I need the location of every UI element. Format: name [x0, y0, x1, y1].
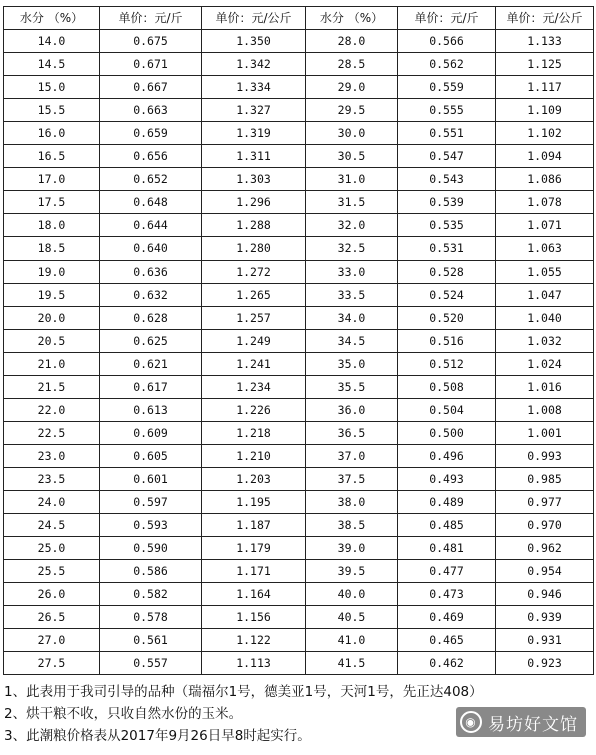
moisture-left-cell: 15.5 — [4, 99, 100, 122]
table-row — [4, 352, 594, 375]
price-jin-left-cell: 0.636 — [100, 260, 202, 283]
moisture-right-cell: 35.0 — [306, 352, 398, 375]
table-row — [4, 606, 594, 629]
price-jin-right-cell: 0.559 — [398, 76, 496, 99]
table-row — [4, 537, 594, 560]
price-kg-right-cell: 1.024 — [496, 352, 594, 375]
moisture-right-cell: 40.5 — [306, 606, 398, 629]
table-row — [4, 398, 594, 421]
price-jin-left-cell: 0.609 — [100, 421, 202, 444]
moisture-left-cell: 23.5 — [4, 467, 100, 490]
price-jin-left-cell: 0.605 — [100, 444, 202, 467]
moisture-right-cell: 35.5 — [306, 375, 398, 398]
price-kg-left-cell: 1.203 — [202, 467, 306, 490]
table-row — [4, 237, 594, 260]
moisture-left-cell: 15.0 — [4, 76, 100, 99]
moisture-right-cell: 34.5 — [306, 329, 398, 352]
moisture-right-cell: 37.5 — [306, 467, 398, 490]
moisture-left-cell: 18.0 — [4, 214, 100, 237]
price-jin-left-cell: 0.578 — [100, 606, 202, 629]
price-kg-right-cell: 1.016 — [496, 375, 594, 398]
price-kg-right-cell: 1.047 — [496, 283, 594, 306]
table-header-row — [4, 7, 594, 30]
price-kg-left-cell: 1.342 — [202, 53, 306, 76]
moisture-left-cell: 21.0 — [4, 352, 100, 375]
price-kg-left-cell: 1.311 — [202, 145, 306, 168]
price-kg-right-cell: 1.078 — [496, 191, 594, 214]
price-kg-left-cell: 1.179 — [202, 537, 306, 560]
table-row — [4, 444, 594, 467]
moisture-right-cell: 28.0 — [306, 30, 398, 53]
price-jin-right-cell: 0.547 — [398, 145, 496, 168]
price-kg-right-cell: 1.094 — [496, 145, 594, 168]
price-table-container — [3, 6, 594, 675]
price-jin-left-cell: 0.644 — [100, 214, 202, 237]
table-row — [4, 629, 594, 652]
price-kg-left-cell: 1.257 — [202, 306, 306, 329]
moisture-left-cell: 27.0 — [4, 629, 100, 652]
table-row — [4, 329, 594, 352]
table-row — [4, 122, 594, 145]
price-jin-right-cell: 0.465 — [398, 629, 496, 652]
table-row — [4, 306, 594, 329]
moisture-right-cell: 33.5 — [306, 283, 398, 306]
price-kg-right-cell: 0.962 — [496, 537, 594, 560]
table-row — [4, 375, 594, 398]
price-jin-left-cell: 0.597 — [100, 490, 202, 513]
header-price-per-jin-right: 单价：元/斤 — [398, 7, 496, 30]
price-jin-right-cell: 0.508 — [398, 375, 496, 398]
table-row — [4, 514, 594, 537]
table-row — [4, 467, 594, 490]
price-kg-right-cell: 1.086 — [496, 168, 594, 191]
moisture-right-cell: 34.0 — [306, 306, 398, 329]
moisture-left-cell: 16.5 — [4, 145, 100, 168]
moisture-right-cell: 39.0 — [306, 537, 398, 560]
moisture-right-cell: 38.5 — [306, 514, 398, 537]
moisture-price-table — [3, 6, 594, 675]
price-jin-right-cell: 0.543 — [398, 168, 496, 191]
price-kg-left-cell: 1.288 — [202, 214, 306, 237]
price-kg-left-cell: 1.350 — [202, 30, 306, 53]
table-row — [4, 145, 594, 168]
price-kg-right-cell: 1.133 — [496, 30, 594, 53]
moisture-left-cell: 24.5 — [4, 514, 100, 537]
price-kg-right-cell: 0.954 — [496, 560, 594, 583]
price-jin-right-cell: 0.516 — [398, 329, 496, 352]
price-jin-right-cell: 0.551 — [398, 122, 496, 145]
price-jin-right-cell: 0.539 — [398, 191, 496, 214]
price-jin-right-cell: 0.481 — [398, 537, 496, 560]
moisture-right-cell: 28.5 — [306, 53, 398, 76]
price-kg-left-cell: 1.303 — [202, 168, 306, 191]
price-kg-right-cell: 1.117 — [496, 76, 594, 99]
price-jin-right-cell: 0.562 — [398, 53, 496, 76]
price-jin-left-cell: 0.586 — [100, 560, 202, 583]
price-jin-left-cell: 0.652 — [100, 168, 202, 191]
price-kg-left-cell: 1.187 — [202, 514, 306, 537]
moisture-right-cell: 41.0 — [306, 629, 398, 652]
price-jin-right-cell: 0.512 — [398, 352, 496, 375]
price-kg-right-cell: 1.109 — [496, 99, 594, 122]
watermark-text: 易坊好文馆 — [488, 714, 578, 735]
moisture-right-cell: 31.0 — [306, 168, 398, 191]
price-jin-right-cell: 0.566 — [398, 30, 496, 53]
price-jin-right-cell: 0.496 — [398, 444, 496, 467]
table-row — [4, 260, 594, 283]
price-jin-left-cell: 0.593 — [100, 514, 202, 537]
moisture-right-cell: 32.0 — [306, 214, 398, 237]
moisture-left-cell: 14.0 — [4, 30, 100, 53]
header-moisture-left: 水分 （%） — [4, 7, 100, 30]
table-row — [4, 168, 594, 191]
moisture-right-cell: 30.5 — [306, 145, 398, 168]
price-kg-right-cell: 0.939 — [496, 606, 594, 629]
price-kg-left-cell: 1.210 — [202, 444, 306, 467]
price-jin-right-cell: 0.528 — [398, 260, 496, 283]
table-row — [4, 583, 594, 606]
price-kg-left-cell: 1.249 — [202, 329, 306, 352]
moisture-right-cell: 29.5 — [306, 99, 398, 122]
price-kg-left-cell: 1.327 — [202, 99, 306, 122]
price-jin-left-cell: 0.663 — [100, 99, 202, 122]
price-kg-right-cell: 0.923 — [496, 652, 594, 675]
price-kg-left-cell: 1.265 — [202, 283, 306, 306]
moisture-left-cell: 20.0 — [4, 306, 100, 329]
price-jin-left-cell: 0.648 — [100, 191, 202, 214]
price-jin-left-cell: 0.561 — [100, 629, 202, 652]
price-kg-right-cell: 1.102 — [496, 122, 594, 145]
moisture-left-cell: 26.5 — [4, 606, 100, 629]
moisture-left-cell: 24.0 — [4, 490, 100, 513]
moisture-left-cell: 19.5 — [4, 283, 100, 306]
price-kg-right-cell: 1.032 — [496, 329, 594, 352]
price-kg-left-cell: 1.164 — [202, 583, 306, 606]
price-jin-right-cell: 0.520 — [398, 306, 496, 329]
price-kg-right-cell: 0.946 — [496, 583, 594, 606]
header-price-per-kg-right: 单价：元/公斤 — [496, 7, 594, 30]
price-kg-left-cell: 1.234 — [202, 375, 306, 398]
price-kg-left-cell: 1.171 — [202, 560, 306, 583]
moisture-right-cell: 39.5 — [306, 560, 398, 583]
price-jin-left-cell: 0.621 — [100, 352, 202, 375]
price-kg-left-cell: 1.296 — [202, 191, 306, 214]
price-jin-right-cell: 0.469 — [398, 606, 496, 629]
moisture-right-cell: 41.5 — [306, 652, 398, 675]
price-jin-right-cell: 0.555 — [398, 99, 496, 122]
price-kg-right-cell: 0.931 — [496, 629, 594, 652]
moisture-left-cell: 26.0 — [4, 583, 100, 606]
price-kg-right-cell: 0.993 — [496, 444, 594, 467]
price-jin-right-cell: 0.473 — [398, 583, 496, 606]
price-jin-right-cell: 0.462 — [398, 652, 496, 675]
price-kg-left-cell: 1.156 — [202, 606, 306, 629]
moisture-right-cell: 36.5 — [306, 421, 398, 444]
price-kg-left-cell: 1.319 — [202, 122, 306, 145]
moisture-left-cell: 19.0 — [4, 260, 100, 283]
moisture-right-cell: 30.0 — [306, 122, 398, 145]
price-kg-right-cell: 0.985 — [496, 467, 594, 490]
header-moisture-right: 水分 （%） — [306, 7, 398, 30]
price-jin-left-cell: 0.640 — [100, 237, 202, 260]
header-price-per-jin-left: 单价：元/斤 — [100, 7, 202, 30]
price-kg-left-cell: 1.226 — [202, 398, 306, 421]
price-kg-left-cell: 1.334 — [202, 76, 306, 99]
table-row — [4, 421, 594, 444]
price-kg-left-cell: 1.195 — [202, 490, 306, 513]
price-kg-right-cell: 0.970 — [496, 514, 594, 537]
price-jin-right-cell: 0.489 — [398, 490, 496, 513]
note-1: 1、此表用于我司引导的品种（瑞福尔1号，德美亚1号，天河1号，先正达408） — [4, 684, 483, 700]
moisture-right-cell: 33.0 — [306, 260, 398, 283]
price-kg-left-cell: 1.113 — [202, 652, 306, 675]
price-jin-left-cell: 0.601 — [100, 467, 202, 490]
moisture-left-cell: 17.5 — [4, 191, 100, 214]
price-jin-right-cell: 0.493 — [398, 467, 496, 490]
moisture-right-cell: 36.0 — [306, 398, 398, 421]
price-kg-left-cell: 1.241 — [202, 352, 306, 375]
price-jin-left-cell: 0.632 — [100, 283, 202, 306]
moisture-left-cell: 14.5 — [4, 53, 100, 76]
moisture-left-cell: 25.0 — [4, 537, 100, 560]
table-row — [4, 99, 594, 122]
price-jin-right-cell: 0.485 — [398, 514, 496, 537]
moisture-left-cell: 25.5 — [4, 560, 100, 583]
table-row — [4, 191, 594, 214]
table-row — [4, 490, 594, 513]
price-jin-left-cell: 0.582 — [100, 583, 202, 606]
table-row — [4, 283, 594, 306]
price-jin-left-cell: 0.557 — [100, 652, 202, 675]
table-row — [4, 652, 594, 675]
moisture-left-cell: 16.0 — [4, 122, 100, 145]
price-kg-right-cell: 1.008 — [496, 398, 594, 421]
table-body — [4, 30, 594, 675]
price-kg-right-cell: 1.063 — [496, 237, 594, 260]
moisture-left-cell: 20.5 — [4, 329, 100, 352]
price-jin-right-cell: 0.535 — [398, 214, 496, 237]
price-kg-right-cell: 1.125 — [496, 53, 594, 76]
price-kg-left-cell: 1.218 — [202, 421, 306, 444]
table-row — [4, 30, 594, 53]
price-jin-left-cell: 0.675 — [100, 30, 202, 53]
table-row — [4, 214, 594, 237]
moisture-left-cell: 23.0 — [4, 444, 100, 467]
camera-icon: ◉ — [460, 711, 482, 733]
moisture-left-cell: 21.5 — [4, 375, 100, 398]
moisture-left-cell: 18.5 — [4, 237, 100, 260]
price-jin-right-cell: 0.500 — [398, 421, 496, 444]
note-3: 3、此潮粮价格表从2017年9月26日早8时起实行。 — [4, 728, 311, 744]
moisture-right-cell: 29.0 — [306, 76, 398, 99]
price-jin-left-cell: 0.617 — [100, 375, 202, 398]
price-kg-left-cell: 1.272 — [202, 260, 306, 283]
note-2: 2、烘干粮不收，只收自然水份的玉米。 — [4, 706, 243, 722]
moisture-right-cell: 31.5 — [306, 191, 398, 214]
price-kg-left-cell: 1.280 — [202, 237, 306, 260]
price-jin-left-cell: 0.671 — [100, 53, 202, 76]
table-row — [4, 560, 594, 583]
moisture-right-cell: 32.5 — [306, 237, 398, 260]
price-jin-right-cell: 0.524 — [398, 283, 496, 306]
moisture-right-cell: 40.0 — [306, 583, 398, 606]
moisture-right-cell: 37.0 — [306, 444, 398, 467]
price-kg-right-cell: 1.040 — [496, 306, 594, 329]
moisture-left-cell: 27.5 — [4, 652, 100, 675]
price-kg-right-cell: 0.977 — [496, 490, 594, 513]
price-jin-left-cell: 0.656 — [100, 145, 202, 168]
price-jin-left-cell: 0.613 — [100, 398, 202, 421]
moisture-right-cell: 38.0 — [306, 490, 398, 513]
price-jin-right-cell: 0.531 — [398, 237, 496, 260]
header-price-per-kg-left: 单价：元/公斤 — [202, 7, 306, 30]
price-jin-left-cell: 0.659 — [100, 122, 202, 145]
price-jin-left-cell: 0.628 — [100, 306, 202, 329]
price-jin-left-cell: 0.590 — [100, 537, 202, 560]
price-jin-right-cell: 0.477 — [398, 560, 496, 583]
table-row — [4, 53, 594, 76]
moisture-left-cell: 17.0 — [4, 168, 100, 191]
watermark — [456, 707, 586, 737]
table-row — [4, 76, 594, 99]
price-jin-right-cell: 0.504 — [398, 398, 496, 421]
price-kg-right-cell: 1.055 — [496, 260, 594, 283]
moisture-left-cell: 22.5 — [4, 421, 100, 444]
moisture-left-cell: 22.0 — [4, 398, 100, 421]
price-jin-left-cell: 0.625 — [100, 329, 202, 352]
price-kg-left-cell: 1.122 — [202, 629, 306, 652]
price-jin-left-cell: 0.667 — [100, 76, 202, 99]
price-kg-right-cell: 1.071 — [496, 214, 594, 237]
price-kg-right-cell: 1.001 — [496, 421, 594, 444]
